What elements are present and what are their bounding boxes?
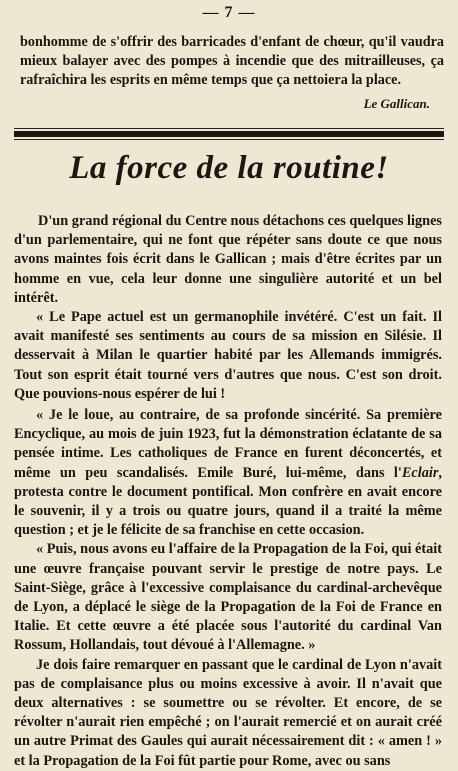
article-paragraph-3	[14, 406, 442, 540]
article-body	[14, 212, 442, 771]
section-divider	[14, 128, 444, 142]
newspaper-name-eclair: Eclair	[401, 464, 439, 481]
paragraph-3-start: « Je le loue, au contraire, de sa profonde sincérité. Sa première Encyclique, au mois de juin 1923, fut la démonstration éclatante de sa pensée intime. Les catholiques de France en furent déconcertés, et même un peu scandalisés. Emile Buré, lui-même, dans l'	[14, 407, 442, 481]
paragraph-3-end: , protesta contre le document pontifical. Mon confrère en avait encore le souvenir, il y a trois ou quatre jours, quand il a traité la même question ; et je le félicite de sa franchise en cette occasion.	[14, 464, 442, 539]
article-paragraph-1: D'un grand régional du Centre nous détachons ces quelques lignes d'un parlementaire, qui ne font que répéter sans doute ce que nous avons maintes fois écrit dans le Gallican ; mais d'être écrites par un homme en vue, cela leur donne une singulière autorité et un bel intérêt.	[14, 213, 442, 306]
article-paragraph-5: Je dois faire remarquer en passant que le cardinal de Lyon n'avait pas de complaisance plus ou moins excessive à avoir. Il n'avait que deux alternatives : se soumettre ou se révolter. Et encore, de se révolter n'aurait rien empêché ; on l'aurait remercié et on aurait créé un autre Primat des Gaules qui aurait nécessairement dit : « amen ! » et la Propagation de la Foi fût partie pour Rome, avec ou sans	[14, 656, 442, 769]
intro-text-block	[20, 33, 444, 90]
intro-signature: Le Gallican.	[363, 96, 430, 111]
divider-thin-top-line	[14, 128, 444, 129]
page-number: — 7 —	[202, 4, 256, 21]
article-title: La force de la routine!	[69, 150, 389, 186]
intro-paragraph: bonhomme de s'offrir des barricades d'enfant de chœur, qu'il vaudra mieux balayer avec des pompes à incendie que des mitrailleuses, ça rafraîchira les esprits en même temps que ça nettoiera la place.	[20, 34, 444, 88]
article-paragraph-2: « Le Pape actuel est un germanophile invétéré. C'est un fait. Il avait manifesté ses sentiments au cours de sa mission en Silésie. Il desservait à Milan le quartier habité par les Allemands immigrés. Tout son esprit était tourné vers d'autres que nous. C'est son droit. Que pouvions-nous espérer de lui !	[14, 309, 442, 402]
divider-thin-bottom-line	[14, 139, 444, 140]
divider-thick-line	[14, 131, 444, 137]
article-paragraph-4: « Puis, nous avons eu l'affaire de la Propagation de la Foi, qui était une œuvre française pouvant servir le prestige de notre pays. Le Saint-Siège, grâce à l'excessive complaisance du cardinal-archevêque de Lyon, a déplacé le siège de la Propagation de la Foi de France en Italie. Et cette œuvre a été placée sous l'autorité du cardinal Van Rossum, Hollandais, tout dévoué à l'Allemagne. »	[14, 541, 442, 654]
